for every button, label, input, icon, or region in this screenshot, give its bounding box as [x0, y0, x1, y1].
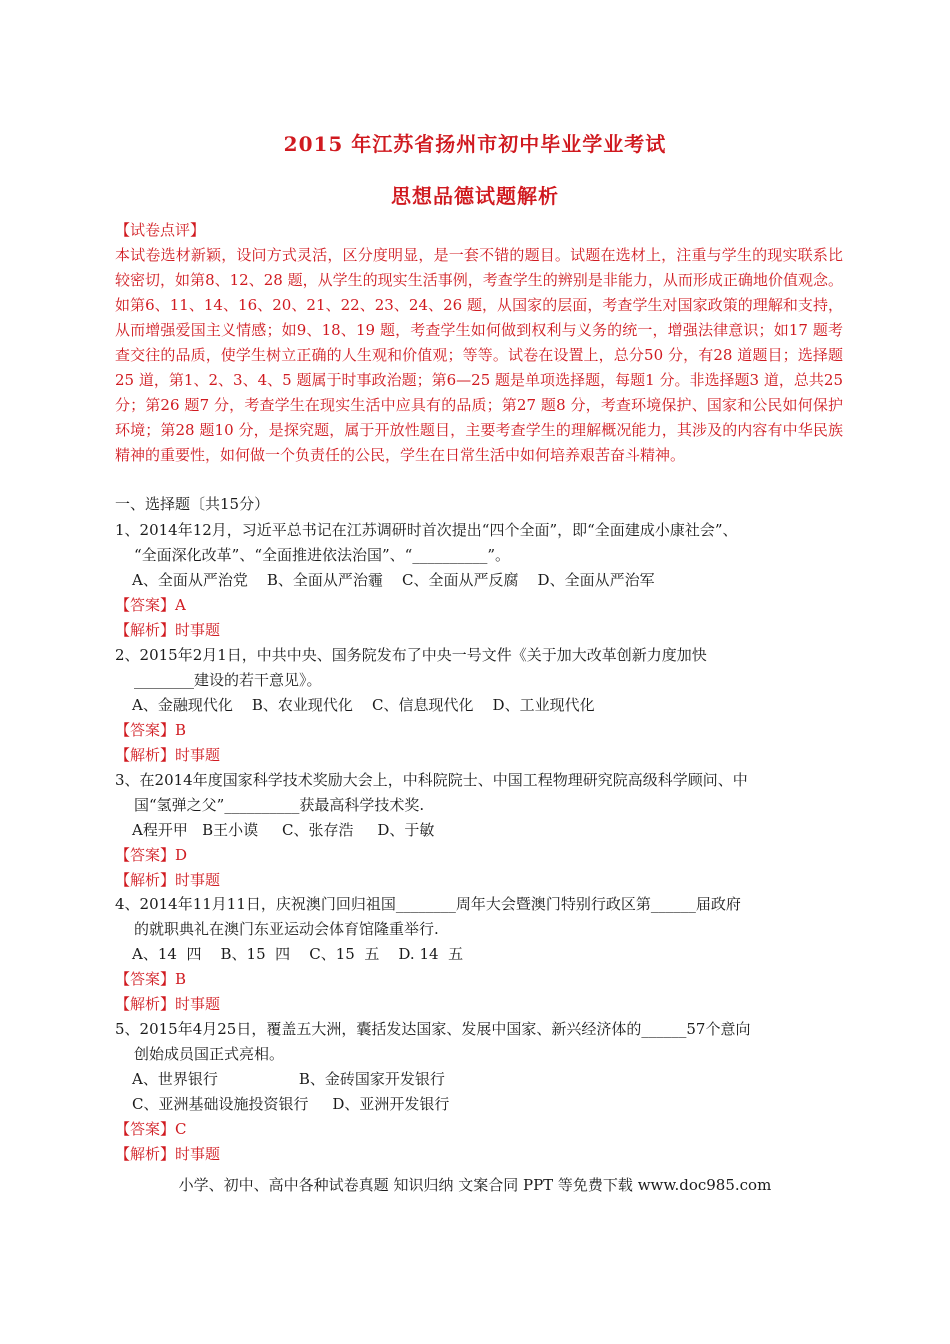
question-stem-cont: 创始成员国正式亮相。: [134, 1045, 285, 1063]
question-options-row2: C、亚洲基础设施投资银行 D、亚洲开发银行: [132, 1095, 450, 1113]
question-2: [115, 643, 855, 768]
question-4: [115, 892, 855, 1017]
question-stem: 2、2015年2月1日，中共中央、国务院发布了中央一号文件《关于加大改革创新力度加快: [115, 646, 707, 664]
answer-label: 【答案】B: [115, 970, 187, 988]
question-stem-cont: “全面深化改革”、“全面推进依法治国”、“__________”。: [134, 546, 511, 564]
review-section: [115, 218, 843, 468]
page-footer: 小学、初中、高中各种试卷真题 知识归纳 文案合同 PPT 等免费下载 www.doc985.com: [178, 1176, 772, 1194]
question-stem: 3、在2014年度国家科学技术奖励大会上，中科院院士、中国工程物理研究院高级科学顾问、中: [115, 771, 748, 789]
question-stem-cont: ________建设的若干意见》。: [134, 671, 322, 689]
question-options: A、14 四 B、15 四 C、15 五 D. 14 五: [132, 945, 464, 963]
question-options: A程开甲 B王小谟 C、张存浩 D、于敏: [132, 821, 435, 839]
exam-subtitle: 思想品德试题解析: [391, 184, 559, 208]
answer-label: 【答案】A: [115, 596, 186, 614]
analysis-label: 【解析】时事题: [115, 1145, 221, 1163]
analysis-label: 【解析】时事题: [115, 621, 221, 639]
review-text: 本试卷选材新颖，设问方式灵活，区分度明显，是一套不错的题目。试题在选材上，注重与学生的现实联系比较密切，如第8、12、28 题，从学生的现实生活事例，考查学生的辨别是非能力，从而形成正确地价值观念。如第6、11、14、16、20、21、22、23、24、26 题，从国家的层面，考查学生对国家政策的理解和支持，从而增强爱国主义情感；如9、18、19 题，考查学生如何做到权利与义务的统一，增强法律意识；如17 题考查交往的品质，使学生树立正确的人生观和价值观；等等。试卷在设置上，总分50 分，有28 道题目；选择题25 道，第1、2、3、4、5 题属于时事政治题；第6—25 题是单项选择题，每题1 分。非选择题3 道，总共25 分；第26 题7 分，考查学生在现实生活中应具有的品质；第27 题8 分，考查环境保护、国家和公民如何保护环境；第28 题10 分，是探究题，属于开放性题目，主要考查学生的理解概况能力，其涉及的内容有中华民族精神的重要性，如何做一个负责任的公民，学生在日常生活中如何培养艰苦奋斗精神。: [115, 246, 843, 464]
question-3: [115, 768, 855, 893]
question-stem: 1、2014年12月，习近平总书记在江苏调研时首次提出“四个全面”，即“全面建成小康社会”、: [115, 521, 738, 539]
answer-label: 【答案】D: [115, 846, 188, 864]
question-options: A、世界银行 B、金砖国家开发银行: [132, 1070, 445, 1088]
question-5: [115, 1017, 855, 1167]
analysis-label: 【解析】时事题: [115, 995, 221, 1013]
question-stem-cont: 国“氢弹之父”__________获最高科学技术奖.: [134, 796, 425, 814]
analysis-label: 【解析】时事题: [115, 871, 221, 889]
section-heading: 一、选择题〔共15分）: [115, 495, 270, 513]
question-1: [115, 518, 855, 643]
question-stem: 5、2015年4月25日，覆盖五大洲，囊括发达国家、发展中国家、新兴经济体的______57个意向: [115, 1020, 751, 1038]
question-stem: 4、2014年11月11日，庆祝澳门回归祖国________周年大会暨澳门特别行政区第______届政府: [115, 895, 741, 913]
question-stem-cont: 的就职典礼在澳门东亚运动会体育馆隆重举行.: [134, 920, 439, 938]
answer-label: 【答案】B: [115, 721, 187, 739]
analysis-label: 【解析】时事题: [115, 746, 221, 764]
question-options: A、全面从严治党 B、全面从严治霾 C、全面从严反腐 D、全面从严治军: [132, 571, 655, 589]
review-heading: 【试卷点评】: [115, 221, 206, 239]
answer-label: 【答案】C: [115, 1120, 187, 1138]
question-options: A、金融现代化 B、农业现代化 C、信息现代化 D、工业现代化: [132, 696, 595, 714]
exam-title: 2015 年江苏省扬州市初中毕业学业考试: [283, 132, 667, 156]
